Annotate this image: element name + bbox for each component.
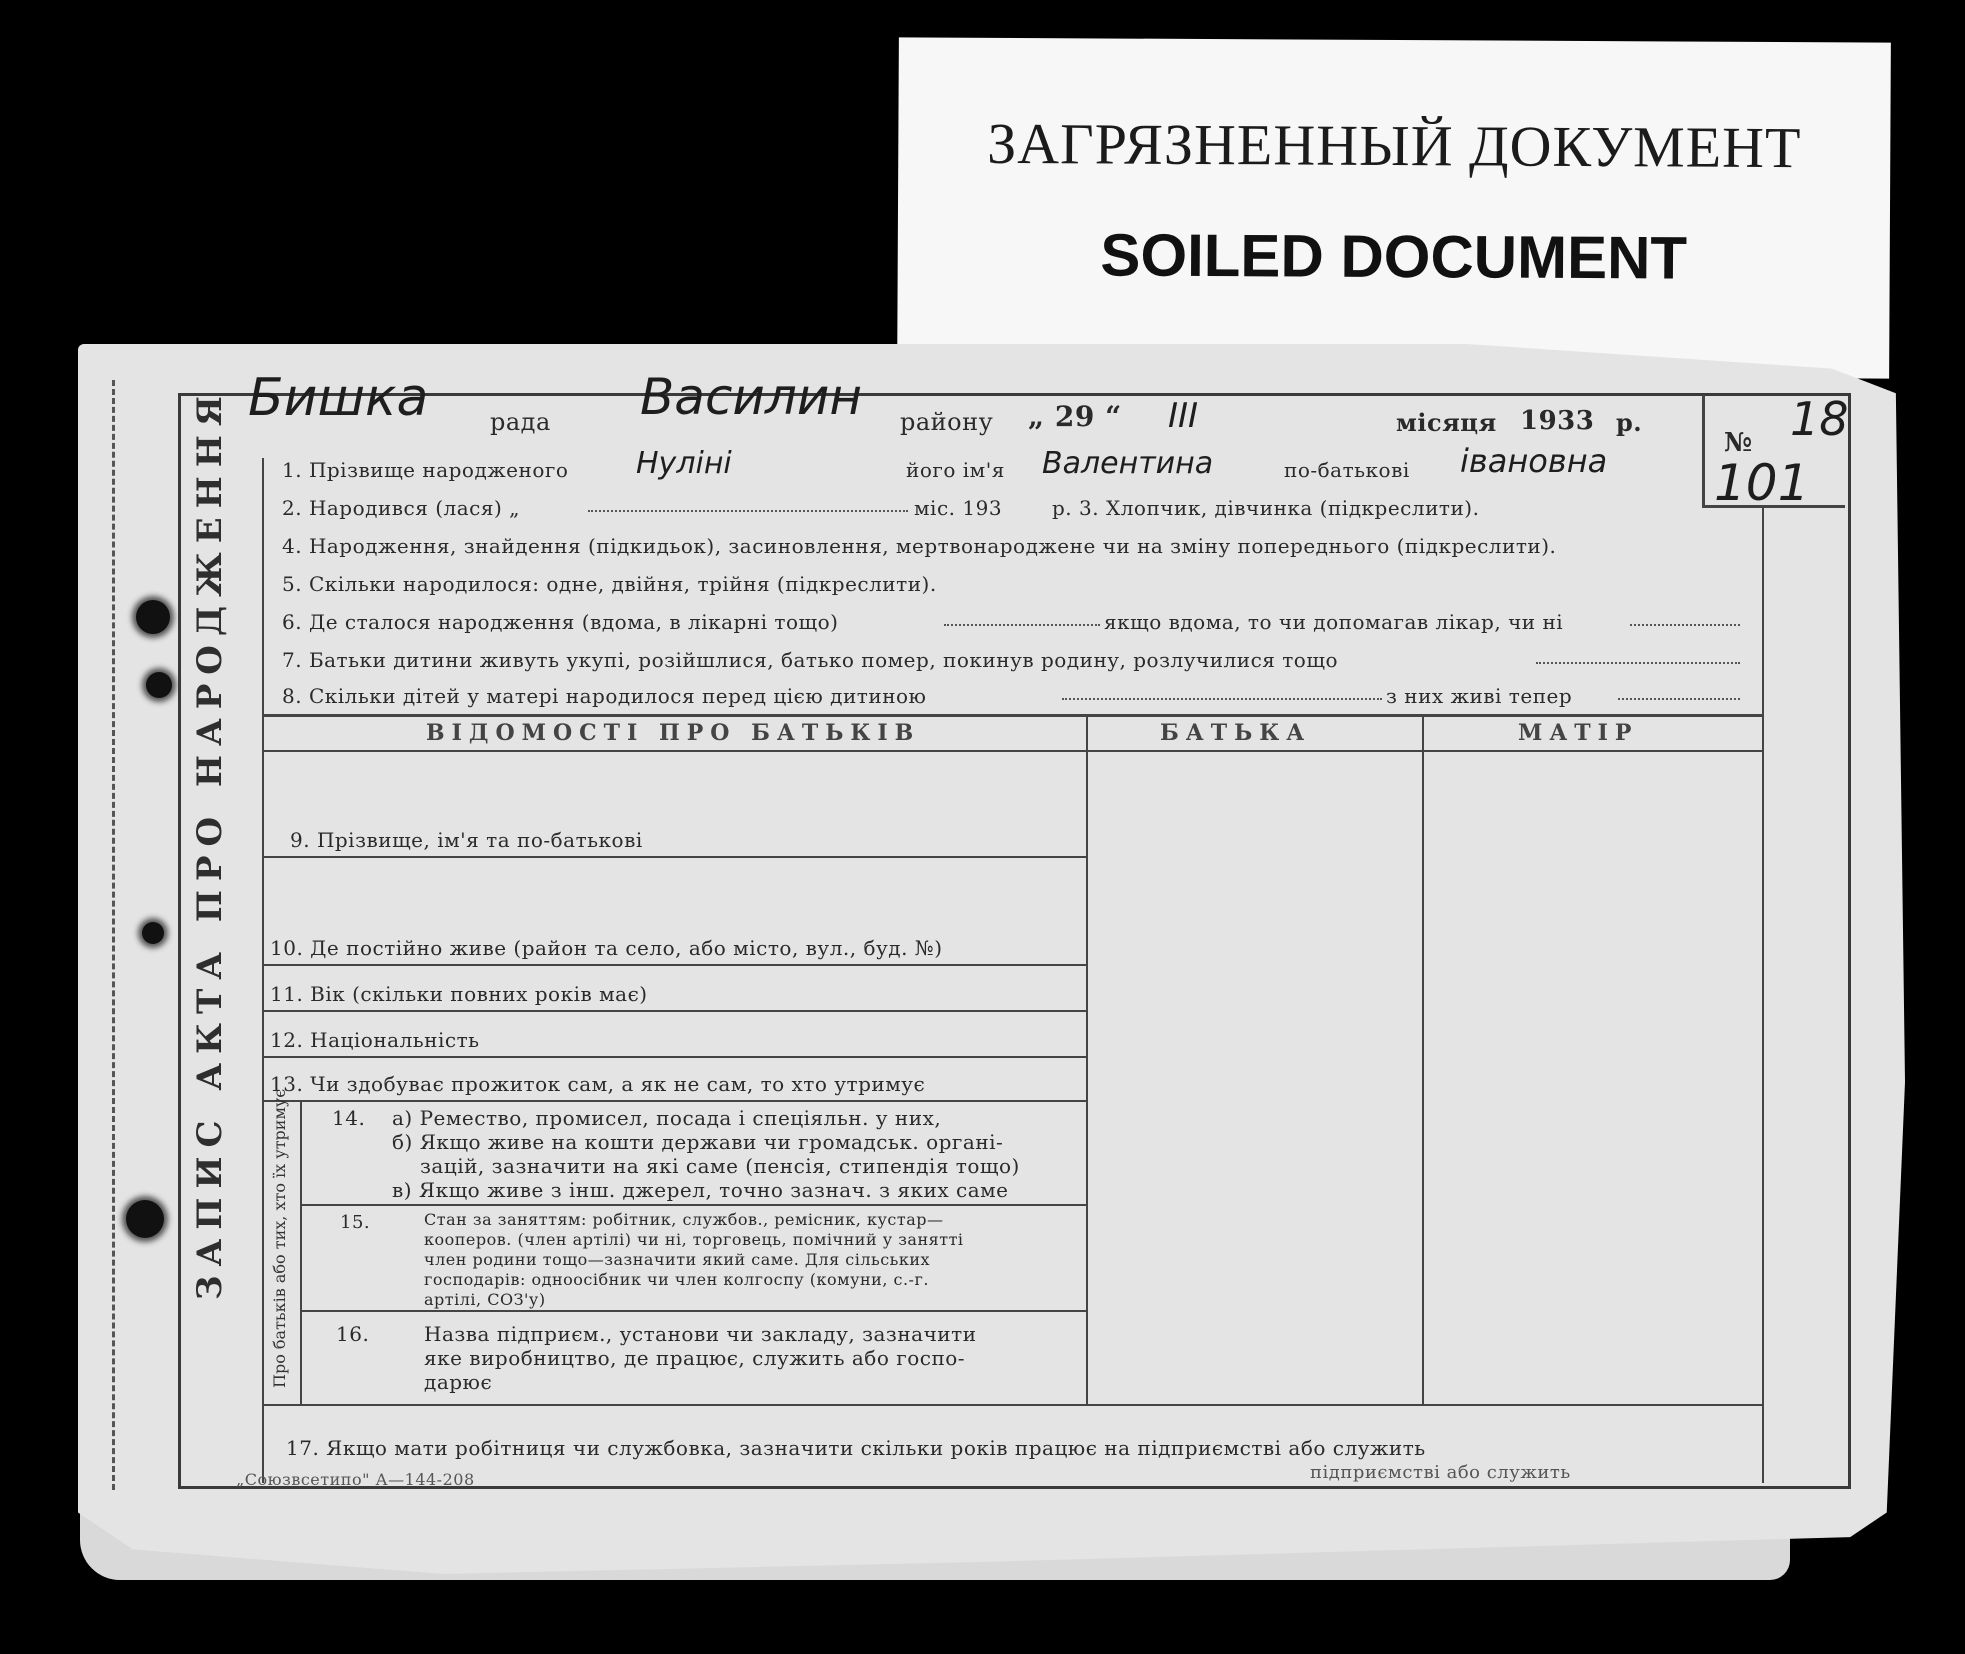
field-4-label: 4. Народження, знайдення (підкидьок), засиновлення, мертвонароджене чи на зміну попереднього (підкреслити).: [282, 534, 1557, 558]
row-11-bottom: [262, 1010, 1086, 1012]
row-15-line-3: член родини тощо—зазначити який саме. Для сільських: [424, 1250, 931, 1269]
field-2-month-label: міс. 193: [914, 496, 1003, 520]
inner-frame-right: [1762, 505, 1764, 1483]
field-1-patronymic-label: по-батькові: [1284, 458, 1410, 482]
row-14b-label: б) Якщо живе на кошти держави чи громадськ. органі-: [392, 1130, 1004, 1154]
table-header-parents: ВІДОМОСТІ ПРО БАТЬКІВ: [426, 720, 921, 746]
field-1-name-label: його ім'я: [906, 458, 1005, 482]
punch-hole: [146, 672, 172, 698]
row-17-label: 17. Якщо мати робітниця чи службовка, зазначити скільки років працює на підприємстві або служить: [286, 1436, 1426, 1460]
year-value: 1933: [1520, 406, 1595, 436]
row-15-line-4: господарів: одноосібник чи член колгоспу (комуни, с.-г.: [424, 1270, 929, 1289]
r-label: р.: [1616, 408, 1643, 437]
handwritten-district: Василин: [640, 368, 863, 426]
row-14c-label: в) Якщо живе з інш. джерел, точно зазнач. з яких саме: [392, 1178, 1009, 1202]
handwritten-surname: Нуліні: [636, 446, 732, 481]
punch-hole: [126, 1200, 164, 1238]
field-6-dots: [944, 624, 1100, 626]
field-7-label: 7. Батьки дитини живуть укупі, розійшлися, батько помер, покинув родину, розлучилися тощо: [282, 648, 1338, 672]
punch-hole: [136, 600, 170, 634]
row-15-bottom: [300, 1310, 1086, 1312]
day-value: „ 29 “: [1028, 400, 1122, 433]
field-8-dots: [1062, 698, 1382, 700]
number-label: №: [1724, 428, 1753, 458]
field-6b-label: якщо вдома, то чи допомагав лікар, чи ні: [1104, 610, 1564, 634]
table-header-mother: МАТІР: [1518, 720, 1639, 746]
row-12-label: 12. Національність: [270, 1028, 480, 1052]
row-14a-label: а) Ремество, промисел, посада і спеціяльн. у них,: [392, 1106, 942, 1130]
row-11-label: 11. Вік (скільки повних років має): [270, 982, 648, 1006]
row-14-number: 14.: [332, 1106, 366, 1130]
handwritten-month: ІІІ: [1168, 396, 1199, 436]
row-15-line-1: Стан за заняттям: робітник, службов., ремісник, кустар—: [424, 1210, 944, 1229]
row-15-line-5: артілі, СОЗ'у): [424, 1290, 546, 1309]
field-6-label: 6. Де сталося народження (вдома, в лікарні тощо): [282, 610, 839, 634]
row-14-bottom: [300, 1204, 1086, 1206]
table-col-divider-2: [1422, 714, 1424, 1404]
row-13-bottom: [262, 1100, 1086, 1102]
table-bottom-border: [262, 1404, 1762, 1406]
soiled-document-label: [897, 37, 1891, 378]
side-column-label: Про батьків або тих, хто їх утримує: [270, 1088, 289, 1388]
field-1-label: 1. Прізвище народженого: [282, 458, 569, 482]
inner-frame-left: [262, 458, 264, 1483]
label-russian: ЗАГРЯЗНЕННЫЙ ДОКУМЕНТ: [987, 110, 1802, 181]
row-15-line-2: кооперов. (член артілі) чи ні, торговець, помічний у занятті: [424, 1230, 964, 1249]
handwritten-number-top: 18: [1790, 392, 1849, 446]
table-header-bottom: [262, 750, 1762, 752]
misiatsia-label: місяця: [1396, 408, 1497, 437]
table-top-border: [262, 714, 1762, 717]
row-10-label: 10. Де постійно живе (район та село, або місто, вул., буд. №): [270, 936, 943, 960]
field-3-label: р. 3. Хлопчик, дівчинка (підкреслити).: [1052, 496, 1480, 520]
raionu-label: району: [900, 408, 994, 436]
field-2-dots: [588, 510, 908, 512]
row-9-label: 9. Прізвище, ім'я та по-батькові: [290, 828, 643, 852]
vertical-title: ЗАПИС АКТА ПРО НАРОДЖЕННЯ: [190, 387, 230, 1300]
handwritten-name: Валентина: [1042, 446, 1214, 481]
rada-label: рада: [490, 408, 551, 436]
row-9-bottom: [262, 856, 1086, 858]
row-10-bottom: [262, 964, 1086, 966]
row-13-label: 13. Чи здобуває прожиток сам, а як не сам, то хто утримує: [270, 1072, 926, 1096]
row-16-line-3: дарює: [424, 1370, 493, 1394]
row-16-number: 16.: [336, 1322, 370, 1346]
table-col-divider-1: [1086, 714, 1088, 1404]
field-8b-dots: [1618, 698, 1740, 700]
side-column-divider: [300, 1100, 302, 1404]
field-6b-dots: [1630, 624, 1740, 626]
row-15-number: 15.: [340, 1212, 371, 1233]
field-8-label: 8. Скільки дітей у матері народилося перед цією дитиною: [282, 684, 927, 708]
field-5-label: 5. Скільки народилося: одне, двійня, трійня (підкреслити).: [282, 572, 937, 596]
row-17-overlap: підприємстві або служить: [1310, 1462, 1571, 1483]
field-7-dots: [1536, 662, 1740, 664]
handwritten-village: Бишка: [248, 368, 429, 428]
perforation-line: [112, 380, 115, 1490]
punch-hole: [142, 922, 164, 944]
row-14b-cont: зацій, зазначити на які саме (пенсія, стипендія тощо): [420, 1154, 1020, 1178]
field-2-label: 2. Народився (лася) „: [282, 496, 520, 520]
row-16-line-1: Назва підприєм., установи чи закладу, зазначити: [424, 1322, 977, 1346]
row-12-bottom: [262, 1056, 1086, 1058]
handwritten-patronymic: івановна: [1460, 442, 1608, 480]
label-english: SOILED DOCUMENT: [1100, 221, 1688, 292]
number-box-left: [1702, 395, 1705, 505]
handwritten-number-bottom: 101: [1714, 454, 1810, 512]
row-16-line-2: яке виробництво, де працює, служить або госпо-: [424, 1346, 966, 1370]
table-header-father: БАТЬКА: [1160, 720, 1312, 746]
printer-footer: „Союзвсетипо" А—144-208: [236, 1470, 475, 1489]
field-8b-label: з них живі тепер: [1386, 684, 1573, 708]
